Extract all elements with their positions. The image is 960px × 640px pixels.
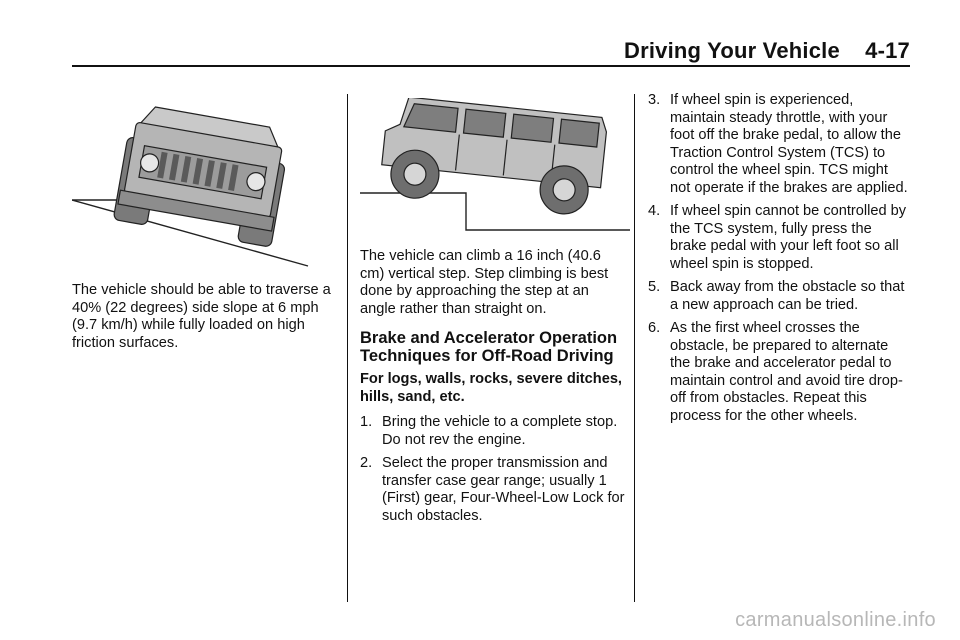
list-item [648,92,912,197]
step-text: If wheel spin is experienced, maintain steady throttle, with your foot off the brake pedal, to allow the Traction Control System (TCS) to control the wheel spin. TCS might not operate if the brakes are applied. [670,92,908,196]
list-item [648,203,912,273]
list-item [360,414,628,449]
steps-list-1 [360,414,628,525]
column-divider-left [347,94,348,602]
step-number: 5. [648,279,661,295]
step-number: 1. [360,414,373,430]
side-slope-vehicle-illustration [72,96,340,272]
list-item [648,279,912,314]
step-number: 3. [648,92,661,108]
step-text: Select the proper transmission and transfer case gear range; usually 1 (First) gear, Four-Wheel-Low Lock for such obstacles. [382,455,625,524]
step-number: 4. [648,203,661,219]
left-column [72,282,342,360]
steps-list-2 [648,92,912,425]
middle-column [360,248,628,531]
list-item [648,320,912,425]
header-rule [72,65,910,67]
section-subheading: For logs, walls, rocks, severe ditches, hills, sand, etc. [360,371,622,405]
step-number: 2. [360,455,373,471]
chapter-title: Driving Your Vehicle [623,38,840,63]
right-column [648,92,912,431]
column-divider-right [634,94,635,602]
step-climb-vehicle-illustration [360,98,630,238]
list-item [360,455,628,525]
side-slope-paragraph: The vehicle should be able to traverse a 40% (22 degrees) side slope at 6 mph (9.7 km/h) while fully loaded on high friction surfaces. [72,282,331,351]
section-heading: Brake and Accelerator Operation Techniques for Off-Road Driving [360,329,618,365]
step-text: Bring the vehicle to a complete stop. Do not rev the engine. [382,414,618,448]
step-text: As the first wheel crosses the obstacle, be prepared to alternate the brake and accelerator pedal to maintain control and avoid tire drop-off from obstacles. Repeat this process for the other wheels. [670,320,903,424]
step-text: Back away from the obstacle so that a new approach can be tried. [670,279,905,313]
watermark: carmanualsonline.info [735,609,936,631]
page-header [72,38,910,68]
page-number: 4-17 [865,38,910,63]
step-text: If wheel spin cannot be controlled by the TCS system, fully press the brake pedal with your left foot so all wheel spin is stopped. [670,203,907,272]
step-climb-paragraph: The vehicle can climb a 16 inch (40.6 cm) vertical step. Step climbing is best done by approaching the step at an angle rather than straight on. [360,248,609,317]
page-title [624,38,910,64]
step-number: 6. [648,320,661,336]
